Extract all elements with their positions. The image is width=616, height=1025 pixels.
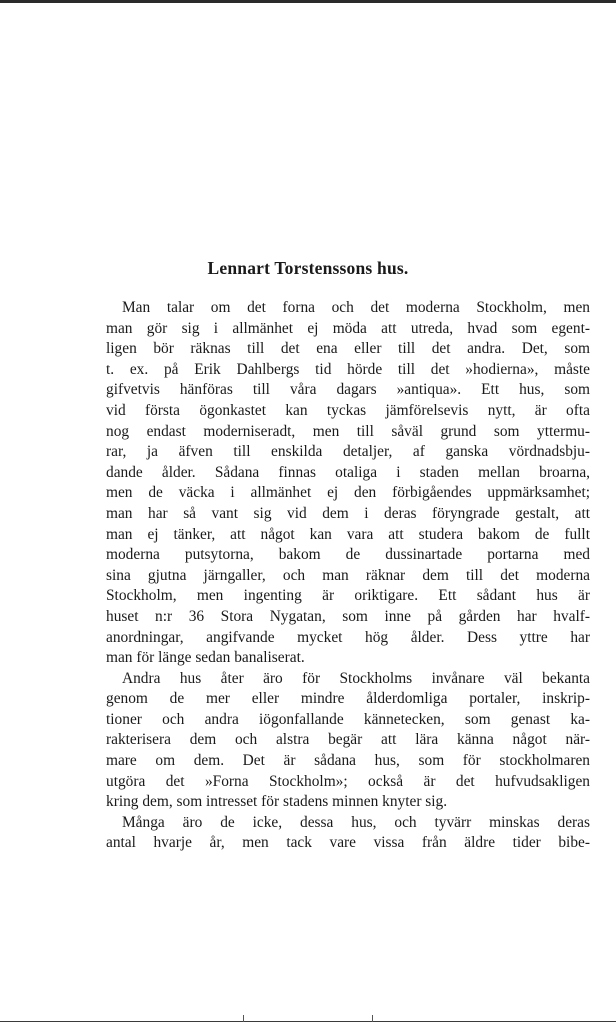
- text-line: Stockholm, men ingenting är oriktigare. Ett sådant hus är: [106, 587, 590, 605]
- text-line: t. ex. på Erik Dahlbergs tid hörde till det »hodierna», måste: [106, 360, 590, 378]
- text-line: rakterisera dem och alstra begär att lära känna något när-: [106, 731, 590, 749]
- text-line: men de väcka i allmänhet ej den förbigåendes uppmärksamhet;: [106, 484, 590, 502]
- text-line: anordningar, angifvande mycket hög ålder. Dess yttre har: [106, 628, 590, 646]
- text-line: man gör sig i allmänhet ej möda att utreda, hvad som egent-: [106, 319, 590, 337]
- text-line: vid första ögonkastet kan tyckas jämförelsevis nytt, är ofta: [106, 401, 590, 419]
- text-line: huset n:r 36 Stora Nygatan, som inne på gården har hvalf-: [106, 607, 590, 625]
- text-line: mare om dem. Det är sådana hus, som för stockholmaren: [106, 752, 590, 770]
- text-line: gifvetvis hänföras till våra dagars »antiqua». Ett hus, som: [106, 381, 590, 399]
- text-line: antal hvarje år, men tack vare vissa från äldre tider bibe-: [106, 834, 590, 852]
- text-line: utgöra det »Forna Stockholm»; också är det hufvudsakligen: [106, 772, 590, 790]
- bottom-edge-rule: [0, 1021, 616, 1022]
- text-line: Andra hus åter äro för Stockholms invånare väl bekanta: [122, 669, 590, 687]
- text-line: man har så vant sig vid dem i deras föryngrade gestalt, att: [106, 504, 590, 522]
- text-line: ligen bör räknas till det ena eller till det andra. Det, som: [106, 340, 590, 358]
- text-line: man ej tänker, att något kan vara att studera bakom de fullt: [106, 525, 590, 543]
- top-border-rule: [0, 0, 616, 3]
- text-line: rar, ja äfven till enskilda detaljer, af ganska vördnadsbju-: [106, 443, 590, 461]
- text-line: sina gjutna järngaller, och man räknar dem till det moderna: [106, 566, 590, 584]
- text-line: genom de mer eller mindre ålderdomliga portaler, inskrip-: [106, 690, 590, 708]
- text-line: Man talar om det forna och det moderna Stockholm, men: [122, 299, 590, 316]
- text-line: kring dem, som intresset för stadens minnen knyter sig.: [106, 793, 448, 811]
- text-line: dande ålder. Sådana finnas otaliga i staden mellan broarna,: [106, 463, 590, 481]
- text-line: tioner och andra iögonfallande kännetecken, som genast ka-: [106, 710, 590, 728]
- text-line: nog endast moderniseradt, men till såväl grund som yttermu-: [106, 422, 590, 440]
- bottom-edge-tick: [243, 1015, 244, 1022]
- body-text: [106, 298, 590, 854]
- text-line: man för länge sedan banaliserat.: [106, 649, 305, 667]
- bottom-edge-tick: [372, 1015, 373, 1022]
- page-title: Lennart Torstenssons hus.: [207, 258, 409, 278]
- text-line: Många äro de icke, dessa hus, och tyvärr minskas deras: [122, 813, 590, 831]
- text-line: moderna putsytorna, bakom de dussinartade portarna med: [106, 546, 590, 564]
